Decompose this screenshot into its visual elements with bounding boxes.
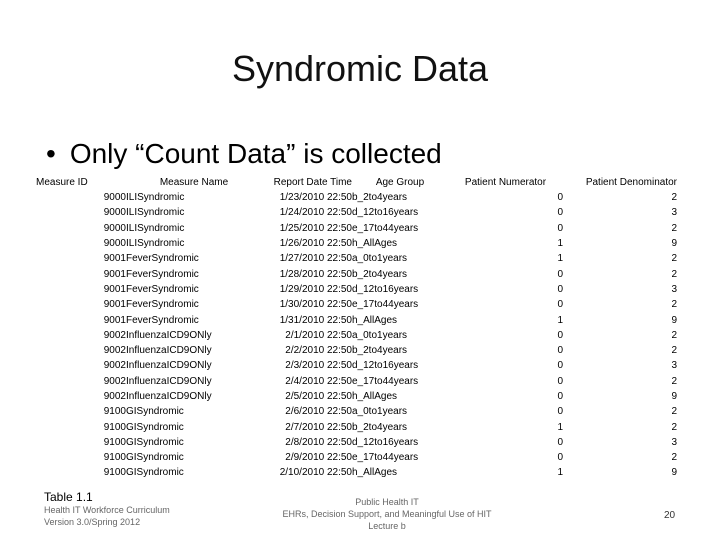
cell-patient-denominator: 2	[671, 268, 677, 280]
cell-age-group: h_AllAges	[352, 238, 398, 250]
cell-age-group: e_17to44years	[352, 222, 419, 234]
cell-measure-name: InfluenzaICD9ONly	[126, 345, 212, 357]
cell-measure-name: FeverSyndromic	[126, 283, 199, 295]
cell-measure-id: 9000	[103, 192, 126, 204]
cell-patient-numerator: 0	[557, 360, 563, 372]
cell-patient-numerator: 0	[557, 436, 563, 448]
cell-measure-id: 9001	[103, 268, 126, 280]
cell-measure-id: 9001	[103, 314, 126, 326]
syndromic-data-table	[36, 177, 677, 481]
cell-patient-numerator: 1	[557, 253, 563, 265]
table-row	[36, 266, 677, 281]
cell-measure-id: 9100	[103, 436, 126, 448]
cell-report-date-time: 2/6/2010 22:50	[285, 406, 352, 418]
cell-patient-numerator: 0	[557, 406, 563, 418]
cell-measure-name: InfluenzaICD9ONly	[126, 360, 212, 372]
cell-age-group: e_17to44years	[352, 299, 419, 311]
cell-patient-numerator: 1	[557, 467, 563, 479]
cell-patient-denominator: 9	[671, 314, 677, 326]
cell-age-group: a_0to1years	[352, 406, 408, 418]
table-row	[36, 190, 677, 205]
cell-measure-name: GISyndromic	[126, 406, 184, 418]
cell-patient-numerator: 1	[557, 314, 563, 326]
table-row	[36, 282, 677, 297]
cell-patient-denominator: 2	[671, 222, 677, 234]
footer-left	[44, 504, 170, 528]
cell-report-date-time: 2/3/2010 22:50	[285, 360, 352, 372]
page-number: 20	[664, 510, 676, 521]
table-row	[36, 251, 677, 266]
table-row	[36, 343, 677, 358]
cell-measure-id: 9001	[103, 283, 126, 295]
table-row	[36, 450, 677, 465]
cell-measure-id: 9002	[103, 375, 126, 387]
cell-patient-numerator: 0	[557, 345, 563, 357]
cell-patient-denominator: 3	[671, 283, 677, 295]
cell-measure-name: ILISyndromic	[126, 207, 185, 219]
footer-component: Public Health IT	[355, 497, 419, 507]
cell-patient-numerator: 0	[557, 329, 563, 341]
table-caption: Table 1.1	[44, 490, 93, 504]
cell-age-group: d_12to16years	[352, 436, 419, 448]
cell-patient-denominator: 2	[671, 329, 677, 341]
cell-age-group: b_2to4years	[352, 192, 408, 204]
cell-measure-name: FeverSyndromic	[126, 299, 199, 311]
cell-patient-numerator: 0	[557, 222, 563, 234]
cell-measure-name: GISyndromic	[126, 421, 184, 433]
cell-measure-id: 9002	[103, 360, 126, 372]
footer-version: Version 3.0/Spring 2012	[44, 517, 141, 527]
cell-age-group: h_AllAges	[352, 467, 398, 479]
header-report-date-time: Report Date Time	[273, 177, 352, 188]
cell-measure-name: GISyndromic	[126, 436, 184, 448]
cell-age-group: d_12to16years	[352, 360, 419, 372]
cell-patient-denominator: 3	[671, 360, 677, 372]
cell-patient-numerator: 0	[557, 207, 563, 219]
cell-patient-denominator: 3	[671, 207, 677, 219]
cell-report-date-time: 2/5/2010 22:50	[285, 391, 352, 402]
header-measure-id: Measure ID	[36, 177, 88, 188]
header-patient-numerator: Patient Numerator	[464, 177, 547, 188]
cell-age-group: d_12to16years	[352, 283, 419, 295]
cell-measure-id: 9100	[103, 406, 126, 418]
cell-measure-name: GISyndromic	[126, 467, 184, 479]
cell-report-date-time: 1/29/2010 22:50	[279, 283, 352, 295]
cell-measure-name: FeverSyndromic	[126, 314, 199, 326]
cell-patient-denominator: 9	[671, 238, 677, 250]
cell-report-date-time: 2/8/2010 22:50	[285, 436, 352, 448]
cell-measure-name: ILISyndromic	[126, 238, 185, 250]
cell-report-date-time: 1/31/2010 22:50	[279, 314, 352, 326]
table-row	[36, 389, 677, 404]
cell-patient-denominator: 9	[671, 391, 677, 402]
cell-measure-name: ILISyndromic	[126, 222, 185, 234]
table-row	[36, 236, 677, 251]
bullet-glyph: •	[46, 138, 56, 169]
cell-measure-id: 9002	[103, 329, 126, 341]
cell-age-group: h_AllAges	[352, 314, 398, 326]
header-patient-denominator: Patient Denominator	[585, 177, 677, 188]
cell-patient-denominator: 2	[671, 345, 677, 357]
cell-report-date-time: 1/23/2010 22:50	[279, 192, 352, 204]
cell-age-group: a_0to1years	[352, 253, 408, 265]
cell-patient-numerator: 0	[557, 192, 563, 204]
bullet-text: Only “Count Data” is collected	[69, 138, 442, 169]
cell-report-date-time: 2/1/2010 22:50	[285, 329, 352, 341]
cell-measure-id: 9100	[103, 467, 126, 479]
cell-patient-denominator: 2	[671, 421, 677, 433]
header-measure-name: Measure Name	[159, 177, 229, 188]
cell-measure-id: 9002	[103, 345, 126, 357]
cell-age-group: a_0to1years	[352, 329, 408, 341]
cell-report-date-time: 2/10/2010 22:50	[279, 467, 352, 479]
cell-report-date-time: 1/28/2010 22:50	[279, 268, 352, 280]
footer-unit: EHRs, Decision Support, and Meaningful Use of HIT	[282, 509, 492, 519]
cell-age-group: e_17to44years	[352, 452, 419, 464]
cell-measure-name: ILISyndromic	[126, 192, 185, 204]
cell-report-date-time: 1/24/2010 22:50	[279, 207, 352, 219]
table-row	[36, 374, 677, 389]
cell-measure-name: InfluenzaICD9ONly	[126, 391, 212, 402]
cell-age-group: b_2to4years	[352, 421, 408, 433]
table-row	[36, 328, 677, 343]
cell-patient-denominator: 2	[671, 406, 677, 418]
cell-measure-id: 9001	[103, 253, 126, 265]
cell-patient-denominator: 2	[671, 452, 677, 464]
table-row	[36, 312, 677, 327]
cell-measure-name: GISyndromic	[126, 452, 184, 464]
cell-measure-name: FeverSyndromic	[126, 253, 199, 265]
cell-patient-numerator: 1	[557, 421, 563, 433]
cell-measure-id: 9001	[103, 299, 126, 311]
table-header-row	[36, 177, 677, 190]
cell-report-date-time: 1/30/2010 22:50	[279, 299, 352, 311]
cell-report-date-time: 1/27/2010 22:50	[279, 253, 352, 265]
cell-report-date-time: 2/4/2010 22:50	[285, 375, 352, 387]
table-row	[36, 205, 677, 220]
footer-curriculum: Health IT Workforce Curriculum	[44, 505, 170, 515]
table-row	[36, 221, 677, 236]
bullet-point	[46, 138, 442, 170]
table-row	[36, 435, 677, 450]
cell-report-date-time: 2/9/2010 22:50	[285, 452, 352, 464]
cell-patient-denominator: 2	[671, 192, 677, 204]
cell-measure-name: InfluenzaICD9ONly	[126, 375, 212, 387]
cell-age-group: e_17to44years	[352, 375, 419, 387]
cell-measure-id: 9100	[103, 452, 126, 464]
table-row	[36, 419, 677, 434]
table-row	[36, 358, 677, 373]
cell-report-date-time: 2/7/2010 22:50	[285, 421, 352, 433]
cell-age-group: b_2to4years	[352, 345, 408, 357]
cell-patient-numerator: 0	[557, 375, 563, 387]
cell-patient-numerator: 0	[557, 299, 563, 311]
cell-measure-name: FeverSyndromic	[126, 268, 199, 280]
cell-patient-denominator: 2	[671, 253, 677, 265]
cell-report-date-time: 2/2/2010 22:50	[285, 345, 352, 357]
cell-measure-name: InfluenzaICD9ONly	[126, 329, 212, 341]
table-row	[36, 465, 677, 480]
cell-measure-id: 9000	[103, 207, 126, 219]
cell-patient-numerator: 0	[557, 268, 563, 280]
cell-measure-id: 9000	[103, 222, 126, 234]
cell-age-group: b_2to4years	[352, 268, 408, 280]
cell-patient-denominator: 2	[671, 299, 677, 311]
cell-patient-denominator: 3	[671, 436, 677, 448]
footer-center	[262, 496, 512, 532]
table-row	[36, 297, 677, 312]
cell-patient-denominator: 9	[671, 467, 677, 479]
cell-patient-numerator: 0	[557, 452, 563, 464]
table-row	[36, 404, 677, 419]
cell-report-date-time: 1/26/2010 22:50	[279, 238, 352, 250]
slide-title: Syndromic Data	[231, 48, 489, 89]
header-age-group: Age Group	[375, 177, 425, 188]
cell-measure-id: 9002	[103, 391, 126, 402]
cell-report-date-time: 1/25/2010 22:50	[279, 222, 352, 234]
cell-measure-id: 9000	[103, 238, 126, 250]
cell-age-group: d_12to16years	[352, 207, 419, 219]
cell-age-group: h_AllAges	[352, 391, 398, 402]
cell-measure-id: 9100	[103, 421, 126, 433]
cell-patient-denominator: 2	[671, 375, 677, 387]
footer-lecture: Lecture b	[368, 521, 406, 531]
cell-patient-numerator: 0	[557, 283, 563, 295]
cell-patient-numerator: 0	[557, 391, 563, 402]
cell-patient-numerator: 1	[557, 238, 563, 250]
